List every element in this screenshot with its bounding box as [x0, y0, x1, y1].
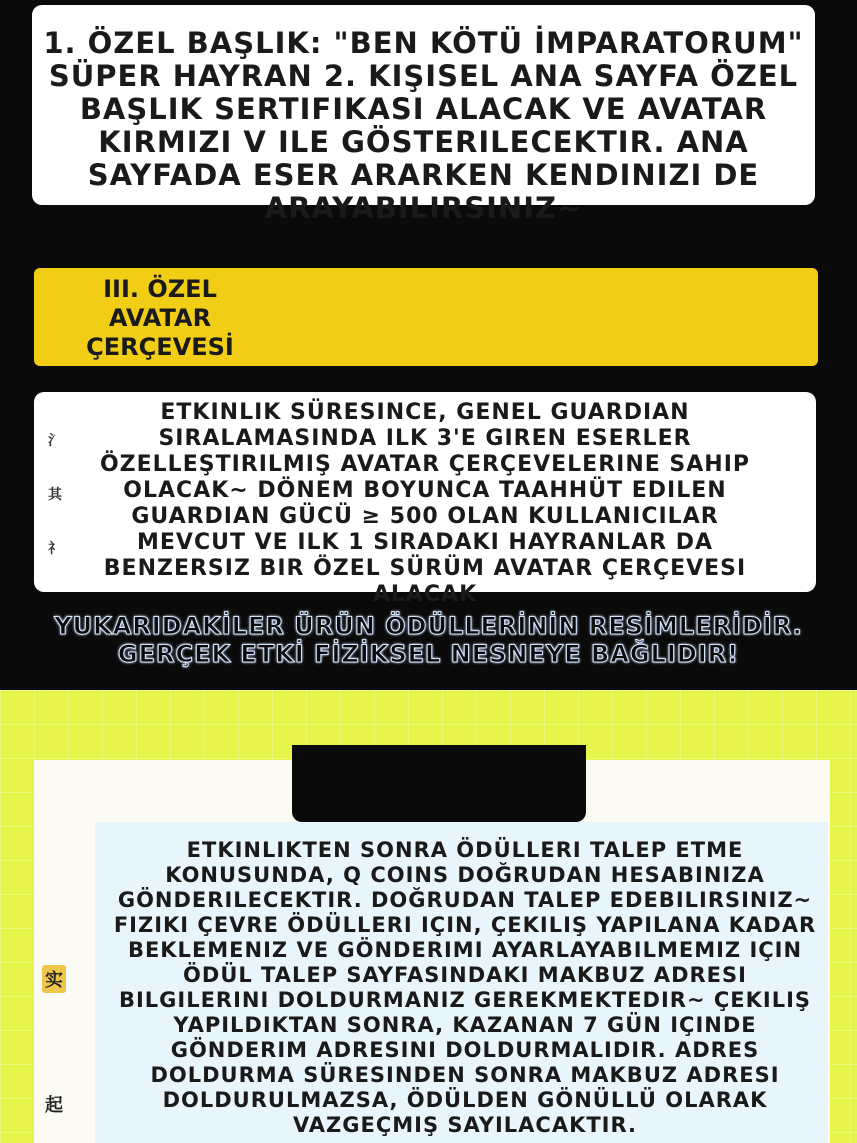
bubble-titles-text: 1. ÖZEL BAŞLIK: "BEN KÖTÜ İMPARATORUM" SÜPER HAYRAN 2. KIŞISEL ANA SAYFA ÖZEL BAŞLIK SERTIFIKASI ALACAK VE AVATAR KIRMIZI V ILE GÖSTERILECEKTIR. ANA SAYFADA ESER ARARKEN KENDINIZI DE ARAYABILIRSINIZ~ [43, 26, 804, 225]
bubble-avatar-frame-text: ETKINLIK SÜRESINCE, GENEL GUARDIAN SIRALAMASINDA ILK 3'E GIREN ESERLER ÖZELLEŞTIRILMIŞ AVATAR ÇERÇEVELERINE SAHIP OLACAK~ DÖNEM BOYUNCA TAAHHÜT EDILEN GUARDIAN GÜCÜ ≥ 500 OLAN KULLANICILAR MEVCUT VE ILK 1 SIRADAKI HAYRANLAR DA BENZERSIZ BIR ÖZEL SÜRÜM AVATAR ÇERÇEVESI ALACAK [99, 400, 751, 607]
speech-bubble-avatar-frame [34, 392, 816, 607]
side-glyph: 起 [45, 1095, 63, 1116]
section-title: III. ÖZEL AVATAR ÇERÇEVESİ [86, 275, 234, 361]
side-glyph: 氵 [48, 433, 62, 449]
info-card-text: ETKINLIKTEN SONRA ÖDÜLLERI TALEP ETME KONUSUNDA, Q COINS DOĞRUDAN HESABINIZA GÖNDERILECEKTIR. DOĞRUDAN TALEP EDEBILIRSINIZ~ FIZIKI ÇEVRE ÖDÜLLERI IÇIN, ÇEKILIŞ YAPILANA KADAR BEKLEMENIZ VE GÖNDERIMI AYARLAYABILMEMIZ IÇIN ÖDÜL TALEP SAYFASINDAKI MAKBUZ ADRESI BILGILERINI DOLDURMANIZ GEREKMEKTEDIR~ ÇEKILIŞ YAPILDIKTAN SONRA, KAZANAN 7 GÜN IÇINDE GÖNDERIM ADRESINI DOLDURMALIDIR. ADRES DOLDURMA SÜRESINDEN SONRA MAKBUZ ADRESI DOLDURULMAZSA, ÖDÜLDEN GÖNÜLLÜ OLARAK VAZGEÇMIŞ SAYILACAKTIR. [113, 838, 817, 1137]
notice-caption [0, 612, 857, 668]
notice-line-1: YUKARIDAKİLER ÜRÜN ÖDÜLLERİNİN RESİMLERİDİR. [54, 612, 803, 640]
speech-bubble-titles [32, 5, 815, 225]
side-glyph: 实 [42, 965, 66, 993]
side-glyph: 其 [48, 487, 62, 503]
notice-line-2: GERÇEK ETKİ FİZİKSEL NESNEYE BAĞLIDIR! [117, 640, 740, 668]
card-header-tab [292, 745, 586, 822]
side-glyph: 礻 [48, 541, 62, 557]
